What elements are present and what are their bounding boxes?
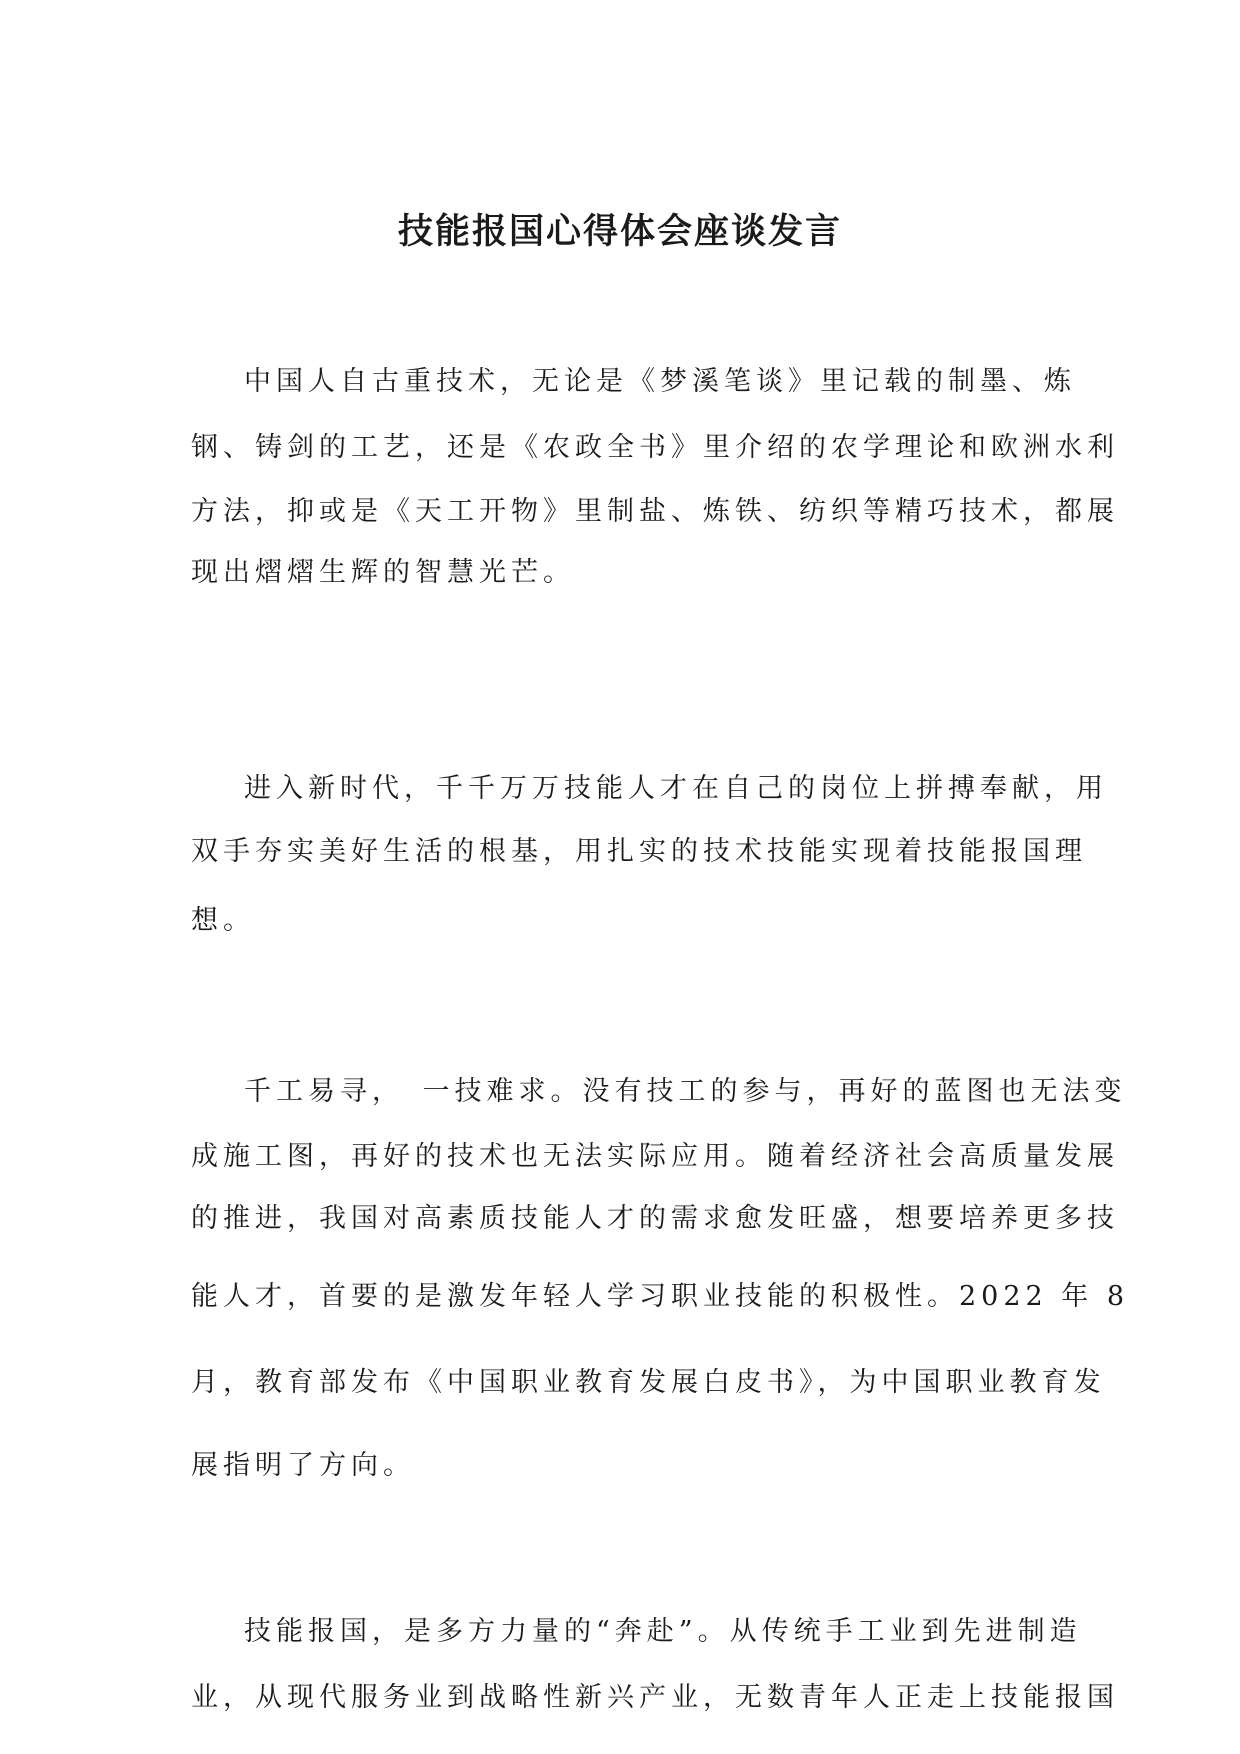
paragraph-line: 进入新时代，千千万万技能人才在自己的岗位上拼搏奉献，用 bbox=[244, 773, 1108, 804]
paragraph-line: 中国人自古重技术，无论是《梦溪笔谈》里记载的制墨、炼 bbox=[244, 366, 1076, 397]
paragraph-line: 能人才，首要的是激发年轻人学习职业技能的积极性。2022 年 8 bbox=[191, 1281, 1130, 1312]
paragraph-line: 成施工图，再好的技术也无法实际应用。随着经济社会高质量发展 bbox=[191, 1141, 1119, 1172]
paragraph-line: 钢、铸剑的工艺，还是《农政全书》里介绍的农学理论和欧洲水利 bbox=[191, 432, 1119, 463]
paragraph-line: 想。 bbox=[191, 905, 255, 936]
paragraph-line: 技能报国，是多方力量的“奔赴”。从传统手工业到先进制造 bbox=[244, 1616, 1082, 1647]
paragraph-line: 的推进，我国对高素质技能人才的需求愈发旺盛，想要培养更多技 bbox=[191, 1203, 1119, 1234]
paragraph-line: 千工易寻， 一技难求。没有技工的参与，再好的蓝图也无法变 bbox=[244, 1076, 1127, 1107]
paragraph-line: 展指明了方向。 bbox=[191, 1450, 415, 1481]
paragraph-line: 月，教育部发布《中国职业教育发展白皮书》，为中国职业教育发 bbox=[191, 1367, 1106, 1398]
paragraph-line: 方法，抑或是《天工开物》里制盐、炼铁、纺织等精巧技术，都展 bbox=[191, 496, 1119, 527]
paragraph-line: 双手夯实美好生活的根基，用扎实的技术技能实现着技能报国理 bbox=[191, 836, 1087, 867]
paragraph-line: 业，从现代服务业到战略性新兴产业，无数青年人正走上技能报国 bbox=[191, 1682, 1119, 1713]
paragraph-line: 现出熠熠生辉的智慧光芒。 bbox=[191, 557, 575, 588]
document-title: 技能报国心得体会座谈发言 bbox=[397, 212, 842, 252]
